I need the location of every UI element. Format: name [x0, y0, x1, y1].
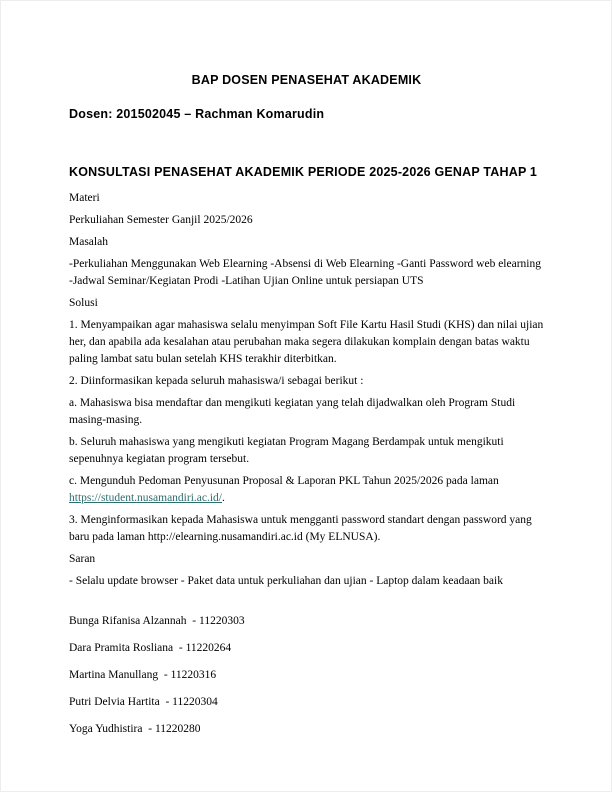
student-nim: 11220316: [170, 669, 217, 681]
masalah-label: Masalah: [69, 236, 108, 248]
student-list: [69, 613, 544, 738]
student-row: [69, 613, 544, 630]
student-name: Martina Manullang: [69, 669, 159, 681]
student-row: [69, 640, 544, 657]
saran-text: - Selalu update browser - Paket data untuk perkuliahan dan ujian - Laptop dalam keadaan baik: [69, 575, 503, 587]
section-heading: KONSULTASI PENASEHAT AKADEMIK PERIODE 2025-2026 GENAP TAHAP 1: [69, 165, 538, 179]
student-name: Yoga Yudhistira: [69, 723, 143, 735]
solusi-item-1: 1. Menyampaikan agar mahasiswa selalu menyimpan Soft File Kartu Hasil Studi (KHS) dan nilai ujian her, dan apabila ada kesalahan atau perubahan maka segera dilakukan komplain dengan batas waktu paling lambat satu bulan setelah KHS terakhir diterbitkan.: [69, 319, 544, 365]
student-name: Dara Pramita Rosliana: [69, 642, 174, 654]
solusi-label: Solusi: [69, 297, 98, 309]
student-separator: -: [173, 642, 186, 654]
student-row: [69, 721, 544, 738]
saran-label: Saran: [69, 553, 96, 565]
document-title: BAP DOSEN PENASEHAT AKADEMIK: [191, 73, 422, 87]
student-separator: -: [158, 669, 171, 681]
materi-label: Materi: [69, 192, 100, 204]
student-separator: -: [186, 615, 199, 627]
materi-text: Perkuliahan Semester Ganjil 2025/2026: [69, 214, 253, 226]
student-nim: 11220304: [172, 696, 218, 708]
solusi-item-2: 2. Diinformasikan kepada seluruh mahasiswa/i sebagai berikut :: [69, 375, 364, 387]
student-name: Putri Delvia Hartita: [69, 696, 160, 708]
solusi-item-3: 3. Menginformasikan kepada Mahasiswa untuk mengganti password standart dengan password yang baru pada laman http://elearning.nusamandiri.ac.id (My ELNUSA).: [69, 514, 532, 543]
student-row: [69, 694, 544, 711]
student-name: Bunga Rifanisa Alzannah: [69, 615, 187, 627]
student-separator: -: [159, 696, 173, 708]
solusi-item-2c: [69, 473, 544, 507]
solusi-item-2b: b. Seluruh mahasiswa yang mengikuti kegiatan Program Magang Berdampak untuk mengikuti sepenuhnya kegiatan program tersebut.: [69, 436, 504, 465]
student-row: [69, 667, 544, 684]
student-nim: 11220280: [154, 723, 201, 735]
solusi-item-2c-period: .: [222, 492, 225, 504]
student-nim: 11220303: [199, 615, 245, 627]
dosen-line: Dosen: 201502045 – Rachman Komarudin: [69, 107, 325, 121]
solusi-item-2c-text: c. Mengunduh Pedoman Penyusunan Proposal & Laporan PKL Tahun 2025/2026 pada laman: [69, 475, 499, 487]
student-nim: 11220264: [185, 642, 232, 654]
solusi-item-2a: a. Mahasiswa bisa mendaftar dan mengikuti kegiatan yang telah dijadwalkan oleh Program Studi masing-masing.: [69, 397, 516, 426]
student-separator: -: [142, 723, 155, 735]
masalah-text: -Perkuliahan Menggunakan Web Elearning -Absensi di Web Elearning -Ganti Password web elearning -Jadwal Seminar/Kegiatan Prodi -Latihan Ujian Online untuk persiapan UTS: [69, 258, 541, 287]
student-portal-link[interactable]: https://student.nusamandiri.ac.id/: [69, 492, 222, 504]
